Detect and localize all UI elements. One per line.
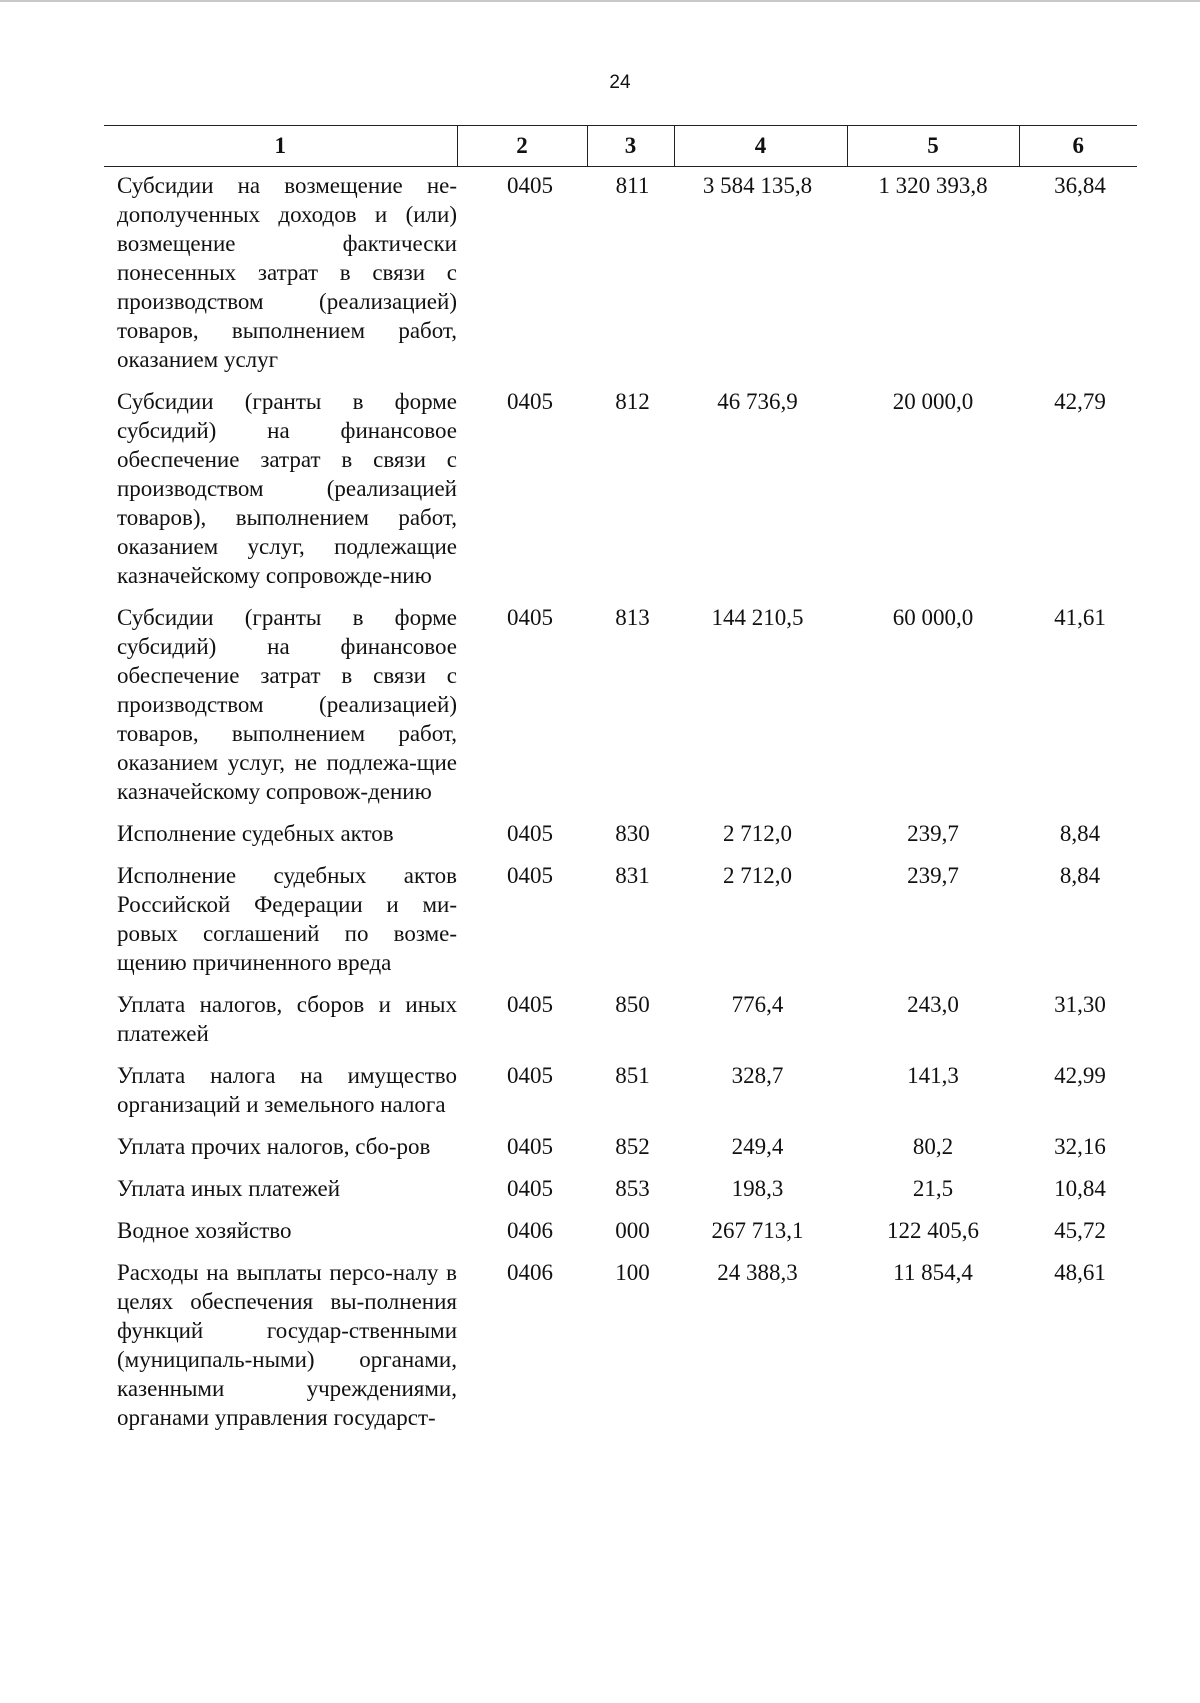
- row-chapter: 0405: [507, 605, 553, 630]
- row-name: Уплата прочих налогов, сбо-ров: [117, 1134, 431, 1159]
- row-code: 000: [615, 1218, 650, 1243]
- table-row: [104, 857, 1137, 986]
- row-chapter: 0406: [507, 1218, 553, 1243]
- page-number: 24: [609, 72, 631, 93]
- row-name: Субсидии (гранты в форме субсидий) на финансовое обеспечение затрат в связи с производством (реализацией) товаров, выполнением работ, оказанием услуг, не подлежа-щие казначейскому сопровож-дению: [117, 605, 457, 804]
- row-value-6: 48,61: [1054, 1260, 1106, 1285]
- row-value-5: 20 000,0: [892, 389, 974, 414]
- row-value-4: 776,4: [731, 992, 784, 1017]
- row-code: 852: [615, 1134, 650, 1159]
- table-row: [104, 815, 1137, 857]
- row-name: Водное хозяйство: [117, 1218, 292, 1243]
- row-value-6: 8,84: [1059, 821, 1101, 846]
- header-col-4: 4: [674, 126, 847, 167]
- header-col-2: 2: [457, 126, 587, 167]
- table-row: [104, 383, 1137, 599]
- row-value-5: 239,7: [907, 863, 959, 888]
- row-chapter: 0405: [507, 863, 553, 888]
- row-value-5: 239,7: [907, 821, 959, 846]
- table-row: [104, 1170, 1137, 1212]
- row-chapter: 0405: [507, 992, 553, 1017]
- row-code: 831: [615, 863, 650, 888]
- header-row: [104, 126, 1137, 167]
- row-value-4: 3 584 135,8: [702, 173, 813, 198]
- row-value-4: 267 713,1: [711, 1218, 804, 1243]
- row-value-6: 45,72: [1054, 1218, 1106, 1243]
- row-chapter: 0406: [507, 1260, 553, 1285]
- row-chapter: 0405: [507, 389, 553, 414]
- row-code: 812: [615, 389, 650, 414]
- table-row: [104, 1128, 1137, 1170]
- table-body: [104, 167, 1137, 1442]
- row-value-5: 60 000,0: [892, 605, 974, 630]
- header-col-3: 3: [587, 126, 674, 167]
- row-name: Субсидии (гранты в форме субсидий) на финансовое обеспечение затрат в связи с производством (реализацией товаров), выполнением работ, оказанием услуг, подлежащие казначейскому сопровожде-нию: [117, 389, 457, 588]
- row-chapter: 0405: [507, 173, 553, 198]
- row-value-6: 10,84: [1054, 1176, 1106, 1201]
- row-code: 830: [615, 821, 650, 846]
- row-value-4: 2 712,0: [723, 821, 792, 846]
- row-code: 100: [615, 1260, 650, 1285]
- header-col-1: 1: [104, 126, 457, 167]
- row-value-4: 144 210,5: [711, 605, 804, 630]
- table-row: [104, 1057, 1137, 1128]
- row-value-4: 24 388,3: [717, 1260, 798, 1285]
- row-chapter: 0405: [507, 1063, 553, 1088]
- row-name: Исполнение судебных актов: [117, 821, 394, 846]
- row-code: 851: [615, 1063, 650, 1088]
- row-chapter: 0405: [507, 821, 553, 846]
- row-code: 811: [615, 173, 650, 198]
- row-value-6: 31,30: [1054, 992, 1106, 1017]
- row-value-4: 249,4: [731, 1134, 784, 1159]
- table-row: [104, 1254, 1137, 1441]
- header-col-5: 5: [847, 126, 1019, 167]
- row-value-4: 328,7: [731, 1063, 784, 1088]
- row-value-4: 198,3: [731, 1176, 784, 1201]
- row-chapter: 0405: [507, 1176, 553, 1201]
- row-code: 813: [615, 605, 650, 630]
- row-value-6: 42,79: [1054, 389, 1106, 414]
- budget-table: [104, 125, 1137, 1441]
- row-name: Исполнение судебных актов Российской Федерации и ми-ровых соглашений по возме-щению причиненного вреда: [117, 863, 457, 975]
- row-value-5: 243,0: [907, 992, 959, 1017]
- row-code: 853: [615, 1176, 650, 1201]
- table-row: [104, 167, 1137, 384]
- table-row: [104, 599, 1137, 815]
- table-row: [104, 1212, 1137, 1254]
- row-name: Уплата налогов, сборов и иных платежей: [117, 992, 457, 1046]
- row-value-6: 36,84: [1054, 173, 1106, 198]
- row-name: Уплата иных платежей: [117, 1176, 341, 1201]
- row-value-4: 46 736,9: [717, 389, 798, 414]
- row-name: Субсидии на возмещение не-дополученных доходов и (или) возмещение фактически понесенных затрат в связи с производством (реализацией) товаров, выполнением работ, оказанием услуг: [117, 173, 457, 372]
- row-name: Расходы на выплаты персо-налу в целях обеспечения вы-полнения функций государ-ственными (муниципаль-ными) органами, казенными учреждениями, органами управления государст-: [117, 1260, 457, 1430]
- table-header: [104, 126, 1137, 167]
- row-value-6: 42,99: [1054, 1063, 1106, 1088]
- row-value-6: 8,84: [1059, 863, 1101, 888]
- row-name: Уплата налога на имущество организаций и земельного налога: [117, 1063, 457, 1117]
- table-row: [104, 986, 1137, 1057]
- row-value-5: 21,5: [912, 1176, 954, 1201]
- row-value-6: 32,16: [1054, 1134, 1106, 1159]
- row-value-5: 141,3: [907, 1063, 959, 1088]
- row-value-5: 1 320 393,8: [878, 173, 988, 198]
- row-value-5: 122 405,6: [887, 1218, 979, 1243]
- header-col-6: 6: [1019, 126, 1137, 167]
- row-value-6: 41,61: [1054, 605, 1106, 630]
- row-code: 850: [615, 992, 650, 1017]
- row-value-5: 80,2: [912, 1134, 954, 1159]
- row-value-5: 11 854,4: [893, 1260, 973, 1285]
- row-value-4: 2 712,0: [723, 863, 792, 888]
- row-chapter: 0405: [507, 1134, 553, 1159]
- scan-edge: [0, 0, 1200, 2]
